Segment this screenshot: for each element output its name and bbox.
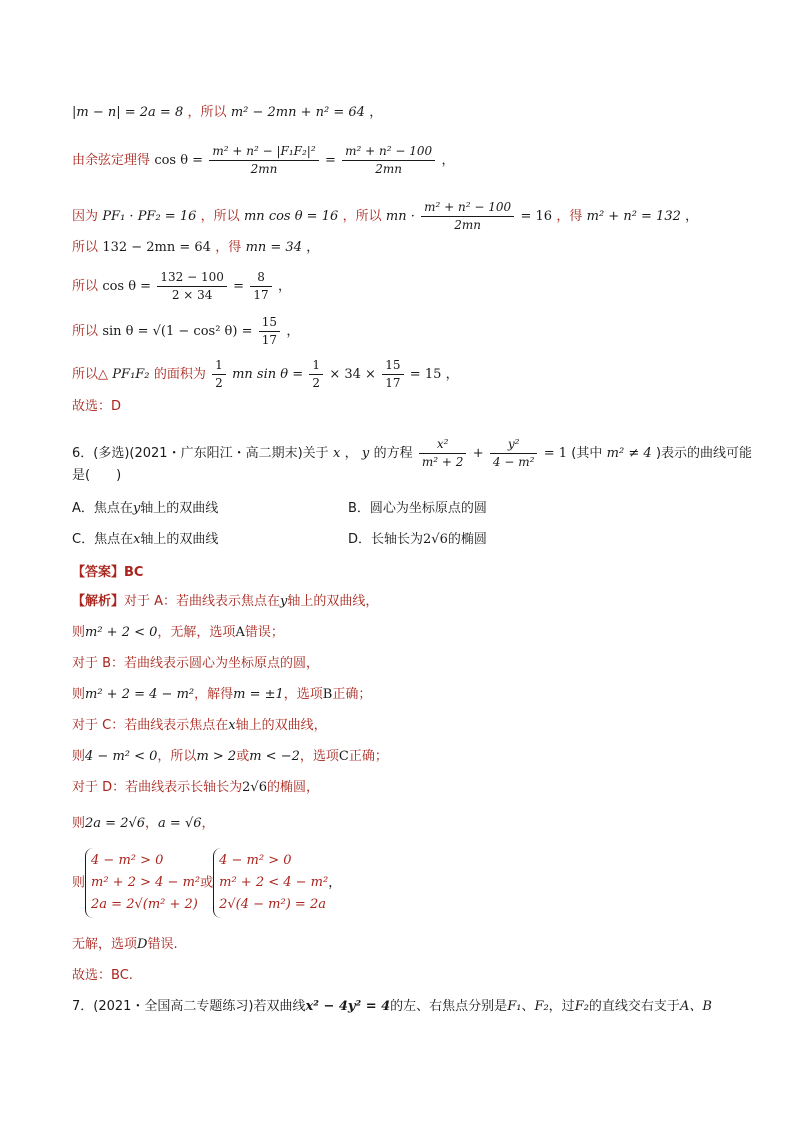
text: ，: [201, 816, 215, 831]
fraction: $\frac{15}{17}$: [382, 358, 403, 391]
text: 是( ): [72, 468, 122, 483]
analysis-line-5: [72, 716, 327, 735]
text: ，无解，选项: [157, 625, 236, 640]
text: 的左、右焦点分别是: [390, 999, 508, 1014]
math-expr: 4 − m² < 0: [85, 749, 158, 764]
text: 对于 D：若曲线表示长轴长为: [72, 780, 243, 795]
math-var: x: [228, 718, 236, 733]
math-expr: = 16: [520, 209, 553, 224]
text: 则: [72, 687, 86, 702]
fraction: $\frac{\text{x²}}{\text{m² + 2}}$: [419, 437, 467, 470]
math-expr: cos θ =: [102, 279, 152, 294]
text: 无解，选项: [72, 937, 138, 952]
text: ，解得: [194, 687, 234, 702]
fraction: $\frac{\text{m² + n² − |F₁F₂|²}}{2mn}$: [209, 144, 318, 177]
text: ，: [685, 209, 699, 224]
text: )表示的曲线可能: [655, 446, 753, 461]
math-expr: cos θ =: [154, 153, 204, 168]
question-6-stem: [72, 437, 752, 470]
answer-line: [72, 563, 143, 582]
text: 则: [72, 875, 86, 891]
math-expr: m > 2: [196, 749, 237, 764]
math-var: x: [133, 532, 141, 547]
text: 6．(多选)(2021・广东阳江・高二期末)关于: [72, 446, 329, 461]
text: 正确；: [332, 687, 372, 702]
math-var: y: [280, 594, 288, 609]
math-var: y: [361, 446, 370, 461]
text: ，得: [556, 209, 583, 224]
text: 轴上的双曲线: [140, 501, 219, 516]
solution-line-8: [72, 397, 121, 416]
equation-system-1: [85, 848, 200, 918]
text: ，所以: [200, 209, 240, 224]
math-expr: × 34 ×: [329, 367, 376, 382]
option-ref: B: [322, 687, 333, 702]
text: ，所以: [157, 749, 197, 764]
math-expr: mn ·: [385, 209, 415, 224]
equation: 2√(4 − m²) = 2a: [219, 897, 326, 912]
math-expr: m² + n² = 132: [586, 209, 681, 224]
math-expr: m² + 2 = 4 − m²: [85, 687, 195, 702]
analysis-label: 【解析】: [72, 594, 125, 609]
math-expr: PF₁ · PF₂ = 16: [102, 209, 197, 224]
math-expr: 2√6: [423, 532, 448, 547]
analysis-line-1: [72, 592, 378, 611]
equation: m² + 2 < 4 − m²: [219, 875, 329, 890]
analysis-line-3: [72, 654, 319, 673]
math-expr: = 15: [409, 367, 442, 382]
math-expr: mn sin θ =: [232, 367, 304, 382]
text: 则: [72, 749, 86, 764]
math-expr: = 1: [543, 446, 567, 461]
math-var: y: [132, 501, 141, 516]
text: 所以: [72, 324, 99, 339]
math-expr: sin θ = √(1 − cos² θ) =: [102, 324, 253, 339]
text: 所以△: [72, 367, 108, 382]
option-b: [348, 497, 487, 516]
option-ref: D: [137, 937, 148, 952]
equals: =: [233, 279, 245, 294]
equation: 2a = 2√(m² + 2): [91, 897, 198, 912]
math-var: x: [332, 446, 341, 461]
text: 对于 C：若曲线表示焦点在: [72, 718, 229, 733]
text: 正确；: [348, 749, 388, 764]
text: ，所以: [342, 209, 382, 224]
equation-system-2: [213, 848, 328, 918]
text: ，过: [548, 999, 575, 1014]
math-expr: 132 − 2mn = 64: [102, 240, 211, 255]
text: ，: [286, 324, 300, 339]
text: 或: [236, 749, 250, 764]
math-expr: a = √6: [158, 816, 202, 831]
fraction: $\frac{8}{17}$: [250, 270, 271, 303]
analysis-line-9: [72, 935, 178, 954]
text: 所以: [72, 279, 99, 294]
fraction: $\frac{\text{m² + n² − 100}}{2mn}$: [342, 144, 435, 177]
option-d: [348, 528, 487, 547]
fraction: $\frac{1}{2}$: [212, 358, 226, 391]
option-ref: A: [235, 625, 245, 640]
text: 轴上的双曲线，: [235, 718, 327, 733]
analysis-line-8: [72, 814, 215, 833]
math-expr: m = ±1: [233, 687, 284, 702]
text: 或: [200, 875, 214, 891]
math-expr: m² + 2 < 0: [85, 625, 158, 640]
text: 的椭圆，: [266, 780, 319, 795]
text: 故选：BC.: [72, 968, 133, 983]
text: 故选：D: [72, 399, 122, 414]
solution-line-6: [72, 315, 299, 348]
solution-line-1: [72, 103, 382, 122]
analysis-line-7: [72, 778, 319, 797]
math-var: F₂: [534, 999, 549, 1014]
text: ，: [344, 446, 358, 461]
fraction: $\frac{\text{y²}}{\text{4 − m²}}$: [490, 437, 538, 470]
question-6-stem-line-2: [72, 466, 121, 485]
text: ，选项: [283, 687, 323, 702]
option-a: [72, 497, 218, 516]
analysis-line-4: [72, 685, 371, 704]
math-expr: m < −2: [249, 749, 300, 764]
math-var: A、B: [679, 999, 712, 1014]
text: A．焦点在: [72, 501, 133, 516]
text: 错误.: [147, 937, 178, 952]
fraction: $\frac{\text{m² + n² − 100}}{2mn}$: [421, 200, 514, 233]
fraction: $\frac{1}{2}$: [309, 358, 323, 391]
text: 7．(2021・全国高二专题练习)若双曲线: [72, 999, 306, 1014]
text: 错误；: [244, 625, 284, 640]
equation: 4 − m² > 0: [219, 853, 292, 868]
option-ref: C: [338, 749, 349, 764]
text: D．长轴长为: [348, 532, 424, 547]
analysis-line-10: [72, 966, 133, 985]
math-expr: mn = 34: [245, 240, 302, 255]
math-var: F₁: [507, 999, 522, 1014]
text: 因为: [72, 209, 99, 224]
text: 、: [521, 999, 535, 1014]
text: ，: [445, 367, 459, 382]
math-expr: m² − 2mn + n² = 64: [230, 105, 365, 120]
analysis-line-6: [72, 747, 388, 766]
text: 的椭圆: [447, 532, 487, 547]
text: C．焦点在: [72, 532, 134, 547]
equation: m² + 2 > 4 − m²: [91, 875, 201, 890]
equation: 4 − m² > 0: [91, 853, 164, 868]
text: 轴上的双曲线: [140, 532, 219, 547]
math-expr: PF₁F₂: [112, 367, 150, 382]
text: 的面积为: [153, 367, 206, 382]
math-expr: mn cos θ = 16: [243, 209, 339, 224]
math-expr: 2a = 2√6: [85, 816, 146, 831]
math-expr: 2√6: [242, 780, 267, 795]
text: (其中: [571, 446, 603, 461]
text: 的直线交右支于: [588, 999, 680, 1014]
text: ，所以: [187, 105, 227, 120]
fraction: $\frac{132 - 100}{2 \times 34}$: [157, 270, 227, 303]
solution-line-3: [72, 200, 698, 233]
text: B．圆心为坐标原点的圆: [348, 501, 487, 516]
text: 所以: [72, 240, 99, 255]
fraction: $\frac{15}{17}$: [259, 315, 280, 348]
math-expr: |m − n| = 2a = 8: [72, 105, 184, 120]
math-expr: x² − 4y² = 4: [305, 999, 391, 1014]
text: ，: [306, 240, 320, 255]
answer-label: 【答案】: [72, 565, 125, 580]
text: 则: [72, 625, 86, 640]
text: ，: [145, 816, 159, 831]
plus: +: [472, 446, 484, 461]
analysis-line-2: [72, 623, 284, 642]
text: 对于 A：若曲线表示焦点在: [124, 594, 281, 609]
text: 由余弦定理得: [72, 153, 151, 168]
text: 轴上的双曲线，: [287, 594, 379, 609]
answer-value: BC: [124, 565, 144, 580]
solution-line-2: [72, 144, 454, 177]
text: 则: [72, 816, 86, 831]
text: ，: [277, 279, 291, 294]
math-var: F₂: [574, 999, 589, 1014]
text: ，选项: [299, 749, 339, 764]
math-expr: m² ≠ 4: [606, 446, 652, 461]
text: 对于 B：若曲线表示圆心为坐标原点的圆，: [72, 656, 320, 671]
solution-line-5: [72, 270, 291, 303]
analysis-systems: [72, 848, 341, 918]
solution-line-7: [72, 358, 459, 391]
solution-line-4: [72, 238, 319, 257]
text: ，: [328, 875, 342, 891]
text: 的方程: [373, 446, 413, 461]
text: ，: [369, 105, 383, 120]
option-c: [72, 528, 218, 547]
question-7-stem: [72, 997, 712, 1016]
text: ，: [441, 153, 455, 168]
equals: =: [324, 153, 336, 168]
text: ，得: [215, 240, 242, 255]
